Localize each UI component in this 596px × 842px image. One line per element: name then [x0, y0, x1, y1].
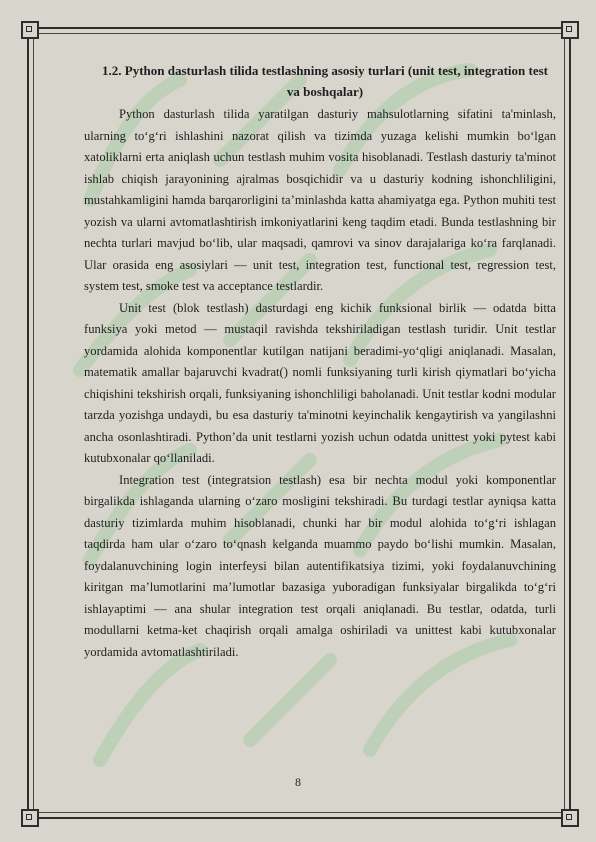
corner-ornament-top-right: [561, 21, 579, 39]
corner-ornament-top-left: [21, 21, 39, 39]
paragraph-integration-test: Integration test (integratsion testlash) esa bir nechta modul yoki komponentlar birgalikda ishlaganda ularning o‘zaro mosligini tekshiradi. Bu turdagi testlar ayniqsa katta dasturiy tizimlarda muhim hisoblanadi, chunki har bir modul alohida to‘g‘ri ishlagan taqdirda ham ular o‘zaro to‘qnash kelganda muammo paydo bo‘lishi mumkin. Masalan, foydalanuvchining login interfeysi bilan autentifikatsiya tizimi, yoki foydalanuvchining kiritgan ma’lumotlarini ma’lumotlar bazasiga yuboradigan funksiyalar birgalikda to‘g‘ri ishlayaptimi — ana shular integration test orqali aniqlanadi. Bu testlar, odatda, turli modullarni ketma-ket chaqirish orqali amalga oshiriladi va unittest kabi kutubxonalar yordamida avtomatlashtiriladi.: [84, 472, 556, 659]
paragraph-unit-test: Unit test (blok testlash) dasturdagi eng kichik funksional birlik — odatda bitta funksiya yoki metod — mustaqil ravishda tekshiriladigan testlash turidir. Unit testlar yordamida alohida komponentlar kutilgan natijani beradimi-yo‘qligi aniqlanadi. Masalan, matematik amallar bajaruvchi kvadrat() nomli funksiyaning turli kirish qiymatlari bo‘yicha chiqishini tekshirish orqali, funksiyaning ishonchliligi baholanadi. Unit testlar kodni modular tarzda yozishga undaydi, bu esa dasturiy ta'minotni keyinchalik kengaytirish va yangilashni ancha osonlashtiradi. Python’da unit testlarni yozish uchun odatda unittest yoki pytest kabi kutubxonalar qo‘llaniladi.: [84, 300, 556, 465]
section-heading: 1.2. Python dasturlash tilida testlashning asosiy turlari (unit test, integration test va boshqalar): [102, 63, 548, 99]
page-number: 8: [295, 775, 301, 789]
corner-ornament-bottom-right: [561, 809, 579, 827]
page-content: [84, 60, 556, 663]
paragraph-intro: Python dasturlash tilida yaratilgan dasturiy mahsulotlarning sifatini ta'minlash, ularning to‘g‘ri ishlashini nazorat qilish va tizimda yuzaga kelishi mumkin bo‘lgan xatoliklarni erta aniqlash uchun testlash muhim vosita hisoblanadi. Testlash dasturiy ta'minot ishlab chiqish jarayonining ajralmas bosqichidir va u dasturiy kodning ishonchliligini, mustahkamligini hamda barqarorligini ta’minlashda katta ahamiyatga ega. Python muhiti test yozish va ularni avtomatlashtirish imkoniyatlarini keng taqdim etadi. Bunda testlashning bir nechta turlari mavjud bo‘lib, ular maqsadi, qamrovi va sinov darajalariga ko‘ra farqlanadi. Ular orasida eng asosiylari — unit test, integration test, functional test, regression test, system test, smoke test va acceptance testlardir.: [84, 107, 556, 293]
corner-ornament-bottom-left: [21, 809, 39, 827]
